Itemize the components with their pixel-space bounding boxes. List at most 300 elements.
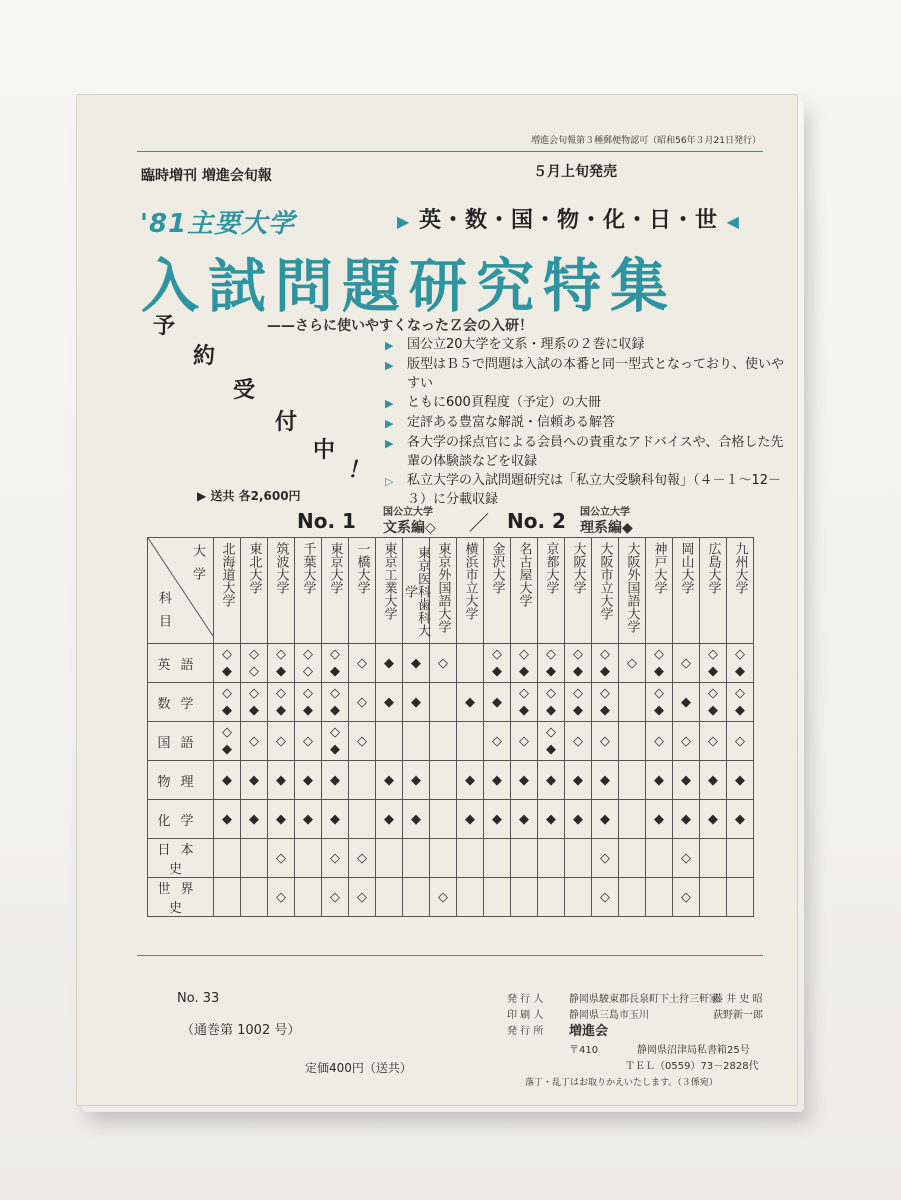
coverage-marks: ◇◆ xyxy=(546,725,556,757)
subject-label: 化学 xyxy=(148,800,214,839)
coverage-marks: ◆ xyxy=(573,811,583,827)
coverage-cell xyxy=(241,839,268,878)
coverage-marks: ◇ xyxy=(249,733,259,749)
coverage-marks: ◆ xyxy=(411,811,421,827)
coverage-marks: ◆ xyxy=(492,772,502,788)
coverage-cell xyxy=(673,683,700,722)
coverage-cell xyxy=(457,761,484,800)
coverage-marks: ◆ xyxy=(411,655,421,671)
coverage-marks: ◆ xyxy=(330,772,340,788)
coverage-cell xyxy=(592,800,619,839)
coverage-cell xyxy=(295,878,322,917)
coverage-marks: ◇ xyxy=(276,889,286,905)
coverage-marks: ◇◆ xyxy=(303,686,313,718)
coverage-marks: ◇◇ xyxy=(249,647,259,679)
coverage-cell xyxy=(673,644,700,683)
coverage-marks: ◇◇ xyxy=(303,647,313,679)
coverage-marks: ◆ xyxy=(411,772,421,788)
university-header: 東京医科歯科大学 xyxy=(403,538,430,644)
university-header: 東京工業大学 xyxy=(376,538,403,644)
coverage-marks: ◆ xyxy=(384,772,394,788)
coverage-marks: ◇ xyxy=(357,850,367,866)
triangle-right-icon: ▶ xyxy=(397,212,411,231)
coverage-cell xyxy=(538,761,565,800)
coverage-marks: ◆ xyxy=(330,811,340,827)
tagline: ——さらに使いやすくなったＺ会の入研！ xyxy=(267,318,533,334)
vol2-number: No. 2 xyxy=(507,509,566,533)
coverage-cell xyxy=(511,800,538,839)
vol2-label: 理系編◆ xyxy=(580,520,633,536)
coverage-cell xyxy=(430,722,457,761)
coverage-cell xyxy=(538,683,565,722)
coverage-cell xyxy=(268,800,295,839)
coverage-marks: ◇◆ xyxy=(519,647,529,679)
footer-rule xyxy=(137,955,763,956)
coverage-cell xyxy=(538,722,565,761)
feature-item: ▶ 国公立20大学を文系・理系の２巻に収録 xyxy=(385,337,645,352)
coverage-cell xyxy=(727,683,754,722)
coverage-cell xyxy=(538,839,565,878)
table-header-row xyxy=(148,538,754,644)
coverage-marks: ◆ xyxy=(681,811,691,827)
coverage-cell xyxy=(727,878,754,917)
coverage-marks: ◇ xyxy=(357,733,367,749)
coverage-cell xyxy=(322,722,349,761)
coverage-cell xyxy=(700,839,727,878)
publisher-address: 静岡県駿東郡長泉町下土狩三軒家 xyxy=(569,994,719,1005)
coverage-cell xyxy=(646,839,673,878)
coverage-marks: ◆ xyxy=(708,772,718,788)
subjects-text: 英・数・国・物・化・日・世 xyxy=(418,208,718,233)
coverage-marks: ◇ xyxy=(627,655,637,671)
coverage-marks: ◆ xyxy=(492,811,502,827)
coverage-cell xyxy=(592,839,619,878)
telephone: ＴＥＬ（0559）73－2828代 xyxy=(625,1061,759,1072)
table-row xyxy=(148,839,754,878)
coverage-marks: ◇◆ xyxy=(546,647,556,679)
coverage-cell xyxy=(457,839,484,878)
coverage-marks: ◇ xyxy=(330,850,340,866)
coverage-marks: ◇◆ xyxy=(573,686,583,718)
coverage-cell xyxy=(376,761,403,800)
reservation-char: 予 xyxy=(153,314,176,339)
university-header: 大阪大学 xyxy=(565,538,592,644)
table-body xyxy=(148,644,754,917)
coverage-marks: ◇◆ xyxy=(249,686,259,718)
coverage-marks: ◆ xyxy=(222,772,232,788)
coverage-cell xyxy=(484,722,511,761)
vol1-label: 文系編◇ xyxy=(383,520,436,536)
table-row xyxy=(148,878,754,917)
subject-label: 物理 xyxy=(148,761,214,800)
coverage-cell xyxy=(646,683,673,722)
coverage-marks: ◇◆ xyxy=(735,647,745,679)
coverage-marks: ◇◆ xyxy=(519,686,529,718)
coverage-marks: ◆ xyxy=(465,694,475,710)
coverage-cell xyxy=(241,761,268,800)
coverage-cell xyxy=(295,800,322,839)
printer-name: 荻野新一郎 xyxy=(713,1010,763,1021)
coverage-cell xyxy=(241,644,268,683)
coverage-cell xyxy=(349,839,376,878)
coverage-marks: ◇ xyxy=(357,889,367,905)
feature-item: ▶ 版型はＢ５で問題は入試の本番と同一型式となっており、使いやすい xyxy=(385,357,785,391)
reservation-char: 約 xyxy=(193,344,216,369)
coverage-marks: ◆ xyxy=(654,772,664,788)
coverage-cell xyxy=(619,839,646,878)
coverage-marks: ◇◆ xyxy=(573,647,583,679)
coverage-cell xyxy=(484,800,511,839)
postal-permit: 増進会旬報第３種郵便物認可（昭和56年３月21日発行） xyxy=(531,136,761,146)
coverage-marks: ◇ xyxy=(735,733,745,749)
coverage-cell xyxy=(214,878,241,917)
coverage-cell xyxy=(592,722,619,761)
po-box: 静岡県沼津局私書箱25号 xyxy=(637,1045,750,1056)
coverage-cell xyxy=(349,683,376,722)
coverage-cell xyxy=(727,761,754,800)
table-row xyxy=(148,800,754,839)
coverage-cell xyxy=(592,683,619,722)
coverage-cell xyxy=(700,683,727,722)
coverage-cell xyxy=(619,722,646,761)
university-header: 大阪市立大学 xyxy=(592,538,619,644)
feature-item: ▶ ともに600頁程度（予定）の大冊 xyxy=(385,395,601,410)
coverage-cell xyxy=(484,683,511,722)
coverage-marks: ◇◆ xyxy=(330,725,340,757)
coverage-cell xyxy=(295,683,322,722)
printer-address: 静岡県三島市玉川 xyxy=(569,1010,649,1021)
coverage-marks: ◇ xyxy=(600,889,610,905)
vol1-category: 国公立大学 xyxy=(383,507,433,518)
coverage-cell xyxy=(430,878,457,917)
coverage-cell xyxy=(592,878,619,917)
coverage-marks: ◆ xyxy=(546,811,556,827)
vol1-number: No. 1 xyxy=(297,509,356,533)
coverage-cell xyxy=(268,722,295,761)
coverage-marks: ◆ xyxy=(303,772,313,788)
coverage-marks: ◆ xyxy=(600,772,610,788)
cumulative-number: （通巻第 1002 号） xyxy=(181,1023,301,1038)
coverage-cell xyxy=(349,644,376,683)
subject-label: 国語 xyxy=(148,722,214,761)
university-header: 北海道大学 xyxy=(214,538,241,644)
coverage-marks: ◇◆ xyxy=(546,686,556,718)
coverage-cell xyxy=(484,839,511,878)
coverage-cell xyxy=(322,761,349,800)
table-row xyxy=(148,644,754,683)
coverage-cell xyxy=(322,644,349,683)
coverage-marks: ◆ xyxy=(303,811,313,827)
coverage-marks: ◆ xyxy=(222,811,232,827)
coverage-cell xyxy=(646,878,673,917)
coverage-marks: ◆ xyxy=(600,811,610,827)
coverage-cell xyxy=(214,839,241,878)
university-header: 東北大学 xyxy=(241,538,268,644)
magazine-name: 臨時増刊 増進会旬報 xyxy=(141,168,272,184)
university-header: 九州大学 xyxy=(727,538,754,644)
coverage-marks: ◆ xyxy=(384,694,394,710)
university-header: 京都大学 xyxy=(538,538,565,644)
coverage-cell xyxy=(403,878,430,917)
reservation-char: 付 xyxy=(275,410,298,435)
main-title: 入試問題研究特集 xyxy=(141,252,678,320)
coverage-cell xyxy=(322,800,349,839)
set-price: ▶ 送共 各2,600円 xyxy=(197,489,301,503)
corner-subject-label: 科目 xyxy=(156,591,171,637)
coverage-cell xyxy=(619,878,646,917)
university-header: 岡山大学 xyxy=(673,538,700,644)
coverage-marks: ◇ xyxy=(330,889,340,905)
coverage-cell xyxy=(484,761,511,800)
coverage-cell xyxy=(727,722,754,761)
coverage-marks: ◆ xyxy=(465,811,475,827)
coverage-cell xyxy=(241,800,268,839)
coverage-cell xyxy=(268,683,295,722)
coverage-marks: ◇◆ xyxy=(222,647,232,679)
coverage-cell xyxy=(700,878,727,917)
coverage-cell xyxy=(700,761,727,800)
coverage-marks: ◇ xyxy=(438,655,448,671)
coverage-marks: ◇ xyxy=(573,733,583,749)
coverage-cell xyxy=(727,644,754,683)
coverage-cell xyxy=(457,722,484,761)
coverage-cell xyxy=(538,878,565,917)
coverage-cell xyxy=(214,800,241,839)
coverage-cell xyxy=(646,644,673,683)
coverage-marks: ◆ xyxy=(519,811,529,827)
coverage-cell xyxy=(322,683,349,722)
university-header: 横浜市立大学 xyxy=(457,538,484,644)
issue-number: No. 33 xyxy=(177,991,220,1006)
coverage-cell xyxy=(403,683,430,722)
coverage-cell xyxy=(511,683,538,722)
coverage-marks: ◇ xyxy=(681,655,691,671)
coverage-marks: ◇◆ xyxy=(492,647,502,679)
coverage-cell xyxy=(484,878,511,917)
release-date: ５月上旬発売 xyxy=(533,164,617,180)
triangle-left-icon: ◀ xyxy=(726,212,740,231)
top-rule xyxy=(137,151,763,152)
coverage-cell xyxy=(403,644,430,683)
coverage-cell xyxy=(619,761,646,800)
coverage-marks: ◇◆ xyxy=(222,686,232,718)
coverage-marks: ◆ xyxy=(735,772,745,788)
coverage-cell xyxy=(376,878,403,917)
office-label: 発 行 所 xyxy=(507,1026,544,1037)
coverage-cell xyxy=(673,800,700,839)
coverage-marks: ◇◆ xyxy=(708,647,718,679)
printer-label: 印 刷 人 xyxy=(507,1010,544,1021)
coverage-marks: ◇◆ xyxy=(222,725,232,757)
coverage-cell xyxy=(484,644,511,683)
coverage-cell xyxy=(511,839,538,878)
university-header: 大阪外国語大学 xyxy=(619,538,646,644)
subject-label: 数学 xyxy=(148,683,214,722)
coverage-cell xyxy=(268,644,295,683)
coverage-cell xyxy=(565,722,592,761)
coverage-marks: ◆ xyxy=(384,811,394,827)
coverage-cell xyxy=(457,644,484,683)
coverage-marks: ◇◆ xyxy=(735,686,745,718)
university-header: 金沢大学 xyxy=(484,538,511,644)
coverage-marks: ◇ xyxy=(681,850,691,866)
coverage-marks: ◆ xyxy=(681,694,691,710)
feature-list xyxy=(385,335,785,509)
coverage-cell xyxy=(322,878,349,917)
coverage-marks: ◆ xyxy=(276,811,286,827)
coverage-cell xyxy=(376,800,403,839)
coverage-cell xyxy=(646,722,673,761)
coverage-cell xyxy=(511,878,538,917)
table-row xyxy=(148,683,754,722)
coverage-cell xyxy=(727,839,754,878)
coverage-cell xyxy=(565,644,592,683)
university-header: 筑波大学 xyxy=(268,538,295,644)
coverage-cell xyxy=(349,800,376,839)
coverage-cell xyxy=(268,761,295,800)
coverage-marks: ◇◆ xyxy=(330,686,340,718)
table-row xyxy=(148,722,754,761)
coverage-cell xyxy=(619,800,646,839)
coverage-cell xyxy=(430,761,457,800)
table-row xyxy=(148,761,754,800)
coverage-marks: ◇◆ xyxy=(708,686,718,718)
subject-label: 世界史 xyxy=(148,878,214,917)
coverage-cell xyxy=(565,800,592,839)
subject-label: 英語 xyxy=(148,644,214,683)
coverage-cell xyxy=(538,644,565,683)
coverage-cell xyxy=(430,683,457,722)
coverage-marks: ◆ xyxy=(465,772,475,788)
coverage-cell xyxy=(592,761,619,800)
coverage-marks: ◆ xyxy=(573,772,583,788)
coverage-cell xyxy=(295,644,322,683)
coverage-cell xyxy=(376,644,403,683)
university-header: 名古屋大学 xyxy=(511,538,538,644)
coverage-cell xyxy=(349,722,376,761)
coverage-marks: ◇ xyxy=(357,694,367,710)
coverage-marks: ◇ xyxy=(681,889,691,905)
university-header: 一橋大学 xyxy=(349,538,376,644)
coverage-cell xyxy=(322,839,349,878)
publisher-name: 藤 井 史 昭 xyxy=(713,994,763,1005)
coverage-cell xyxy=(241,878,268,917)
coverage-cell xyxy=(511,722,538,761)
coverage-marks: ◆ xyxy=(492,694,502,710)
coverage-cell xyxy=(268,839,295,878)
university-header: 東京外国語大学 xyxy=(430,538,457,644)
coverage-marks: ◇ xyxy=(600,850,610,866)
coverage-cell xyxy=(700,722,727,761)
coverage-cell xyxy=(295,761,322,800)
coverage-cell xyxy=(430,800,457,839)
coverage-marks: ◆ xyxy=(735,811,745,827)
coverage-cell xyxy=(565,878,592,917)
coverage-cell xyxy=(376,722,403,761)
coverage-marks: ◆ xyxy=(708,811,718,827)
coverage-marks: ◆ xyxy=(384,655,394,671)
coverage-cell xyxy=(511,761,538,800)
coverage-cell xyxy=(214,722,241,761)
coverage-cell xyxy=(295,839,322,878)
coverage-marks: ◇◆ xyxy=(276,686,286,718)
coverage-marks: ◇◆ xyxy=(600,647,610,679)
coverage-cell xyxy=(673,722,700,761)
coverage-cell xyxy=(241,722,268,761)
coverage-cell xyxy=(673,839,700,878)
coverage-marks: ◇ xyxy=(438,889,448,905)
coverage-cell xyxy=(403,761,430,800)
cover-price: 定価400円（送共） xyxy=(305,1061,412,1075)
feature-item: ▷ 私立大学の入試問題研究は「私立大受験科旬報」（４－１～12－３）に分載収録 xyxy=(385,473,782,507)
coverage-cell xyxy=(403,722,430,761)
coverage-cell xyxy=(673,878,700,917)
replacement-note: 落丁・乱丁はお取りかえいたします。（３係宛） xyxy=(525,1078,718,1088)
coverage-marks: ◇◆ xyxy=(330,647,340,679)
coverage-cell xyxy=(619,683,646,722)
coverage-marks: ◇◆ xyxy=(276,647,286,679)
coverage-table xyxy=(147,537,754,917)
feature-item: ▶ 定評ある豊富な解説・信頼ある解答 xyxy=(385,415,616,430)
coverage-marks: ◇ xyxy=(681,733,691,749)
coverage-cell xyxy=(565,839,592,878)
feature-item: ▶ 各大学の採点官による会員への貴重なアドバイスや、合格した先輩の体験談などを収録 xyxy=(385,435,784,469)
coverage-marks: ◆ xyxy=(249,811,259,827)
coverage-cell xyxy=(349,761,376,800)
coverage-cell xyxy=(295,722,322,761)
coverage-marks: ◇◆ xyxy=(600,686,610,718)
coverage-marks: ◇ xyxy=(654,733,664,749)
university-header: 千葉大学 xyxy=(295,538,322,644)
vol2-category: 国公立大学 xyxy=(580,507,630,518)
coverage-cell xyxy=(673,761,700,800)
coverage-marks: ◇◆ xyxy=(654,647,664,679)
reservation-char: 中 xyxy=(313,438,336,463)
coverage-cell xyxy=(457,878,484,917)
coverage-cell xyxy=(538,800,565,839)
university-header: 広島大学 xyxy=(700,538,727,644)
magazine-back-cover xyxy=(76,94,798,1106)
coverage-marks: ◇ xyxy=(357,655,367,671)
publisher-label: 発 行 人 xyxy=(507,994,544,1005)
coverage-cell xyxy=(700,800,727,839)
coverage-cell xyxy=(349,878,376,917)
coverage-marks: ◆ xyxy=(411,694,421,710)
coverage-cell xyxy=(214,644,241,683)
coverage-cell xyxy=(565,683,592,722)
coverage-cell xyxy=(376,839,403,878)
coverage-cell xyxy=(214,683,241,722)
coverage-marks: ◆ xyxy=(546,772,556,788)
coverage-marks: ◆ xyxy=(654,811,664,827)
coverage-cell xyxy=(646,800,673,839)
coverage-cell xyxy=(457,800,484,839)
coverage-marks: ◆ xyxy=(519,772,529,788)
office-name: 増進会 xyxy=(569,1024,609,1039)
coverage-cell xyxy=(268,878,295,917)
coverage-cell xyxy=(214,761,241,800)
coverage-cell xyxy=(565,761,592,800)
subject-label: 日本史 xyxy=(148,839,214,878)
coverage-cell xyxy=(430,839,457,878)
coverage-cell xyxy=(592,644,619,683)
coverage-cell xyxy=(646,761,673,800)
reservation-char: 受 xyxy=(233,378,256,403)
university-header: 東京大学 xyxy=(322,538,349,644)
coverage-marks: ◇ xyxy=(708,733,718,749)
coverage-cell xyxy=(511,644,538,683)
coverage-marks: ◇ xyxy=(303,733,313,749)
